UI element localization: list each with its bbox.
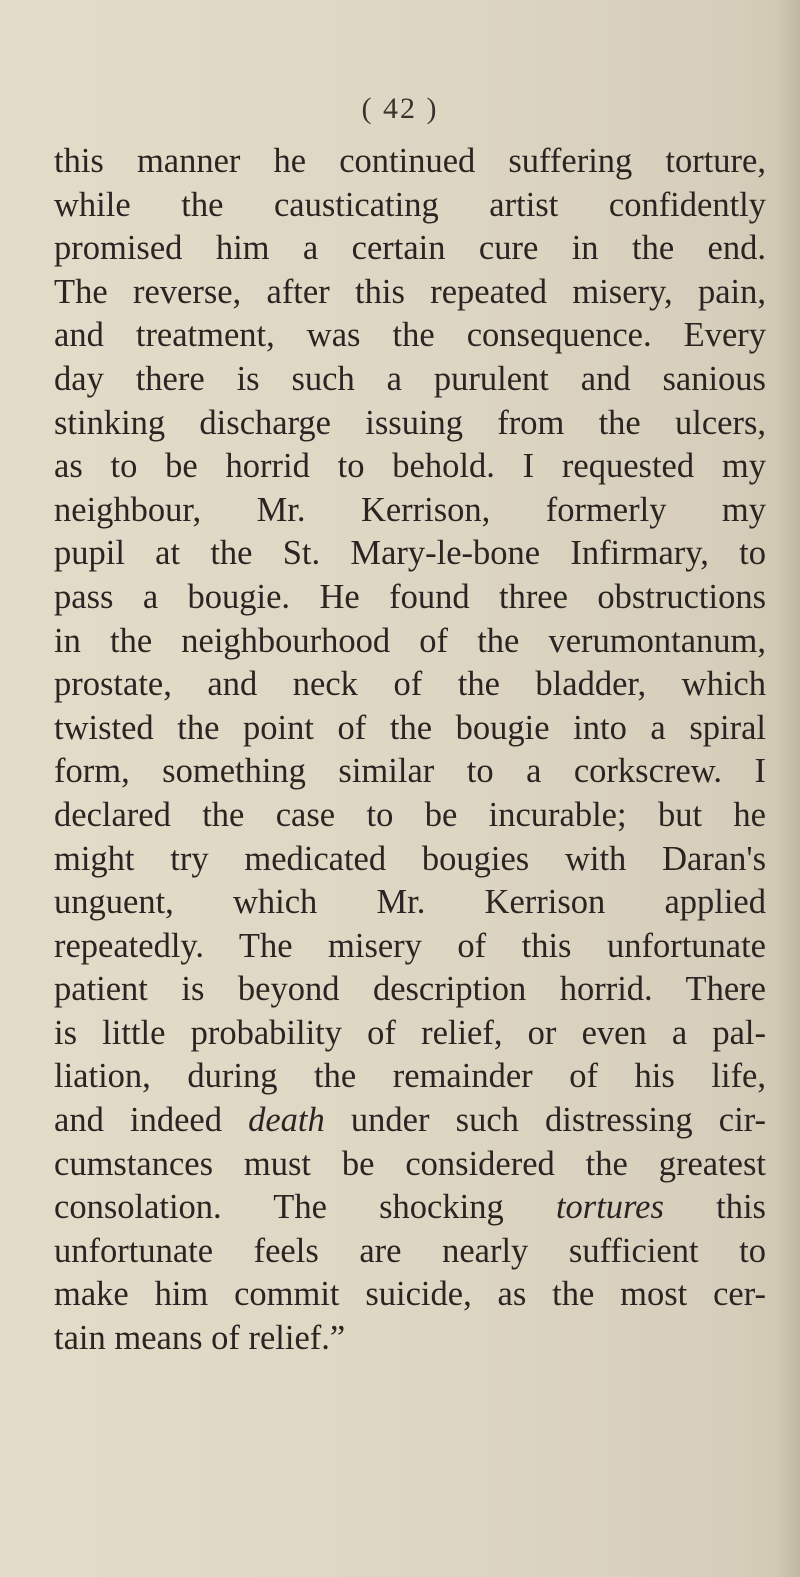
text-segment: while the causticating artist confidently [54, 185, 766, 224]
text-line [54, 968, 766, 1012]
text-segment: make him commit suicide, as the most cer- [54, 1275, 766, 1314]
text-segment: consolation. The shocking [54, 1188, 556, 1227]
text-line [54, 314, 766, 358]
text-segment: The reverse, after this repeated misery, pain, [54, 272, 766, 311]
body-text [54, 140, 766, 1361]
text-line [54, 881, 766, 925]
text-segment: might try medicated bougies with Daran's [54, 839, 766, 878]
text-segment: is little probability of relief, or even a pal- [54, 1013, 766, 1052]
text-segment: and indeed [54, 1101, 249, 1140]
text-line [54, 489, 766, 533]
text-line [54, 1273, 766, 1317]
text-segment: cumstances must be considered the greatest [54, 1144, 766, 1183]
text-line [54, 1055, 766, 1099]
text-segment: form, something similar to a corkscrew. I [54, 752, 766, 791]
text-line [54, 838, 766, 882]
page-number: ( 42 ) [361, 92, 439, 125]
text-line [54, 1230, 766, 1274]
text-line [54, 402, 766, 446]
text-segment: prostate, and neck of the bladder, which [54, 665, 766, 704]
text-segment: promised him a certain cure in the end. [54, 229, 766, 268]
text-line [54, 707, 766, 751]
text-segment: patient is beyond description horrid. There [54, 970, 766, 1009]
text-segment: repeatedly. The misery of this unfortunate [54, 926, 766, 965]
text-line [54, 750, 766, 794]
text-line [54, 271, 766, 315]
text-segment: tain means of relief.” [54, 1319, 346, 1358]
text-segment: this [663, 1188, 766, 1227]
text-line [54, 184, 766, 228]
text-line [54, 1099, 766, 1143]
text-segment: under such distressing cir- [324, 1101, 766, 1140]
text-line [54, 140, 766, 184]
italic-text: tortures [555, 1188, 664, 1227]
text-line [54, 358, 766, 402]
text-line [54, 620, 766, 664]
text-line [54, 1317, 766, 1361]
text-segment: unfortunate feels are nearly sufficient to [54, 1231, 766, 1270]
text-line [54, 1143, 766, 1187]
text-line [54, 794, 766, 838]
text-segment: unguent, which Mr. Kerrison applied [54, 883, 766, 922]
text-line [54, 925, 766, 969]
text-line [54, 663, 766, 707]
text-segment: liation, during the remainder of his life, [54, 1057, 766, 1096]
text-segment: as to be horrid to behold. I requested my [54, 447, 766, 486]
text-line [54, 227, 766, 271]
text-segment: pupil at the St. Mary-le-bone Infirmary, to [54, 534, 766, 573]
text-line [54, 576, 766, 620]
text-segment: twisted the point of the bougie into a spiral [54, 708, 766, 747]
text-segment: stinking discharge issuing from the ulcers, [54, 403, 766, 442]
text-line [54, 532, 766, 576]
italic-text: death [248, 1101, 325, 1140]
text-line [54, 445, 766, 489]
text-segment: neighbour, Mr. Kerrison, formerly my [54, 490, 766, 529]
text-segment: this manner he continued suffering torture, [54, 142, 766, 180]
text-segment: declared the case to be incurable; but he [54, 795, 766, 834]
text-segment: in the neighbourhood of the verumontanum, [54, 621, 766, 660]
text-segment: day there is such a purulent and sanious [54, 359, 766, 398]
page-edge-shadow [778, 0, 800, 1577]
text-segment: and treatment, was the consequence. Every [54, 316, 766, 355]
text-segment: pass a bougie. He found three obstructions [54, 577, 766, 616]
text-line [54, 1186, 766, 1230]
text-line [54, 1012, 766, 1056]
